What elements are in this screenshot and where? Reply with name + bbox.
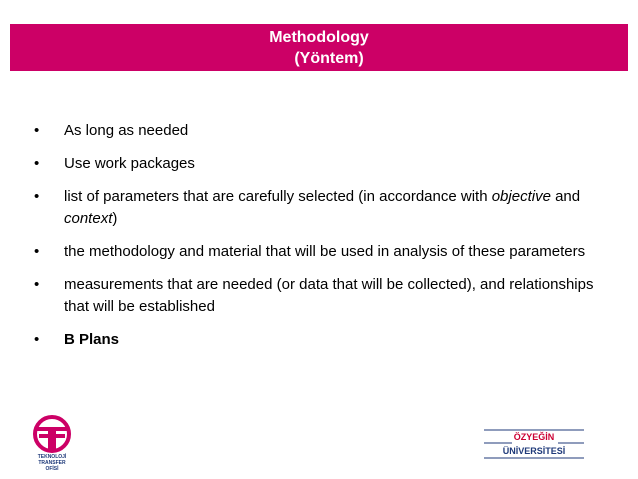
bullet-text: the methodology and material that will be used in analysis of these parameters: [64, 243, 586, 260]
italic-word-objective: objective: [491, 188, 551, 205]
ozyegin-logo: [482, 424, 586, 464]
title-bar: [10, 24, 628, 71]
slide-subtitle: (Yöntem): [294, 50, 364, 67]
bullet-item: [34, 120, 614, 142]
bullet-list: [34, 120, 614, 362]
bullet-item: [34, 241, 614, 263]
bullet-item: [34, 329, 614, 351]
bullet-text-bold: B Plans: [64, 331, 120, 348]
slide-title: Methodology: [269, 29, 369, 46]
bullet-marker: •: [34, 243, 40, 260]
closing-paren: ): [112, 210, 118, 227]
bullet-text: [64, 188, 580, 227]
bullet-text: measurements that are needed (or data that will be collected), and relationships that will be established: [64, 276, 594, 315]
connector-word: and: [550, 188, 581, 205]
bullet-item: [34, 153, 614, 175]
bullet-marker: •: [34, 188, 40, 205]
ozyegin-logo-line2: ÜNİVERSİTESİ: [502, 446, 566, 456]
bullet-marker: •: [34, 331, 40, 348]
bullet-marker: •: [34, 155, 40, 172]
tto-logo-icon: [28, 414, 76, 474]
bullet-item: [34, 186, 614, 230]
tto-logo-line3: OFİSİ: [45, 466, 59, 472]
ozyegin-logo-line1: ÖZYEĞİN: [513, 432, 555, 442]
bullet-item: [34, 274, 614, 318]
bullet-marker: •: [34, 122, 40, 139]
bullet-marker: •: [34, 276, 40, 293]
italic-word-context: context: [64, 210, 113, 227]
tto-logo-line1: TEKNOLOJİ: [37, 454, 67, 460]
bullet-text-part: list of parameters that are carefully selected (in accordance with: [64, 188, 488, 205]
bullet-text: Use work packages: [64, 155, 195, 172]
ozyegin-logo-icon: [482, 424, 586, 464]
tto-logo: [28, 414, 76, 474]
tto-logo-line2: TRANSFER: [38, 460, 66, 466]
bullet-text: As long as needed: [64, 122, 189, 139]
